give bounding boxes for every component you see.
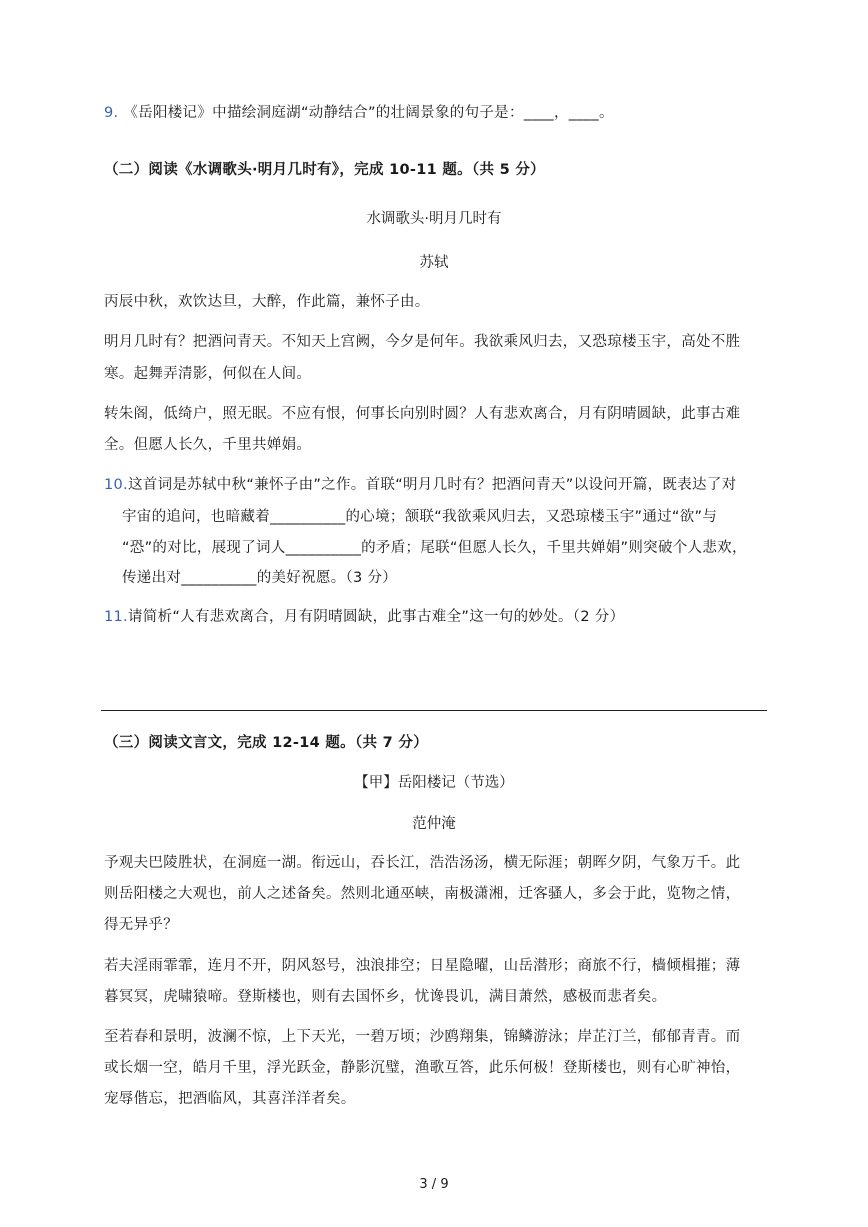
passage-para-2-line-2: 暮冥冥，虎啸猿啼。登斯楼也，则有去国怀乡，忧谗畏讥，满目萧然，感极而悲者矣。: [104, 989, 667, 1005]
passage-para-1-line-2: 则岳阳楼之大观也，前人之述备矣。然则北通巫峡，南极潇湘，迁客骚人，多会于此，览物之情，: [104, 886, 741, 902]
passage-para-1-line-1: 予观夫巴陵胜状，在洞庭一湖。衔远山，吞长江，浩浩汤汤，横无际涯；朝晖夕阴，气象万千。此: [104, 855, 741, 871]
passage-para-3-line-3: 宠辱偕忘，把酒临风，其喜洋洋者矣。: [104, 1091, 356, 1107]
poem-author: 苏轼: [419, 255, 449, 271]
question-11: [104, 607, 624, 627]
passage-para-3-line-2: 或长烟一空，皓月千里，浮光跃金，静影沉璧，渔歌互答，此乐何极！登斯楼也，则有心旷神怡，: [104, 1060, 741, 1076]
question-10-line-4: 传递出对__________的美好祝愿。（3 分）: [122, 570, 398, 586]
question-9-text: 《岳阳楼记》中描绘洞庭湖“动静结合”的壮阔景象的句子是：____，____。: [123, 105, 614, 121]
passage-para-1-line-3: 得无异乎？: [104, 917, 178, 933]
passage-para-3-line-1: 至若春和景明，波澜不惊，上下天光，一碧万顷；沙鸥翔集，锦鳞游泳；岸芷汀兰，郁郁青青。而: [104, 1029, 741, 1045]
question-10-line-2: 宇宙的追问，也暗藏着__________的心境；颔联“我欲乘风归去，又恐琼楼玉宇”通过“欲”与: [122, 509, 718, 525]
section-2-heading: （二）阅读《水调歌头·明月几时有》，完成 10-11 题。（共 5 分）: [104, 162, 545, 178]
question-9-number: 9.: [104, 105, 119, 121]
question-10-line-1: [104, 475, 736, 495]
question-10-text: 这首词是苏轼中秋“兼怀子由”之作。首联“明月几时有？把酒问青天”以设问开篇，既表达了对: [127, 477, 737, 493]
question-9: [104, 103, 614, 123]
poem-preface: 丙辰中秋，欢饮达旦，大醉，作此篇，兼怀子由。: [104, 294, 430, 310]
page-indicator: 3 / 9: [419, 1177, 449, 1192]
passage-author: 范仲淹: [412, 816, 456, 832]
section-3-heading: （三）阅读文言文，完成 12-14 题。（共 7 分）: [104, 735, 429, 751]
poem-stanza-1-line-2: 寒。起舞弄清影，何似在人间。: [104, 366, 312, 382]
poem-stanza-2-line-1: 转朱阁，低绮户，照无眠。不应有恨，何事长向别时圆？人有悲欢离合，月有阴晴圆缺，此事古难: [104, 406, 741, 422]
question-10-line-3: “恐”的对比，展现了词人__________的矛盾；尾联“但愿人长久，千里共婵娟”则突破个人悲欢，: [122, 540, 747, 556]
poem-stanza-1-line-1: 明月几时有？把酒问青天。不知天上宫阙，今夕是何年。我欲乘风归去，又恐琼楼玉宇，高处不胜: [104, 334, 741, 350]
question-10-number: 10.: [104, 477, 128, 493]
passage-para-2-line-1: 若夫淫雨霏霏，连月不开，阴风怒号，浊浪排空；日星隐曜，山岳潜形；商旅不行，樯倾楫摧；薄: [104, 958, 741, 974]
section-divider: [101, 710, 767, 711]
question-11-number: 11.: [104, 609, 128, 625]
question-11-text: 请简析“人有悲欢离合，月有阴晴圆缺，此事古难全”这一句的妙处。（2 分）: [127, 609, 625, 625]
poem-stanza-2-line-2: 全。但愿人长久，千里共婵娟。: [104, 437, 312, 453]
poem-title: 水调歌头·明月几时有: [366, 211, 502, 227]
passage-title: 【甲】岳阳楼记（节选）: [354, 775, 514, 791]
